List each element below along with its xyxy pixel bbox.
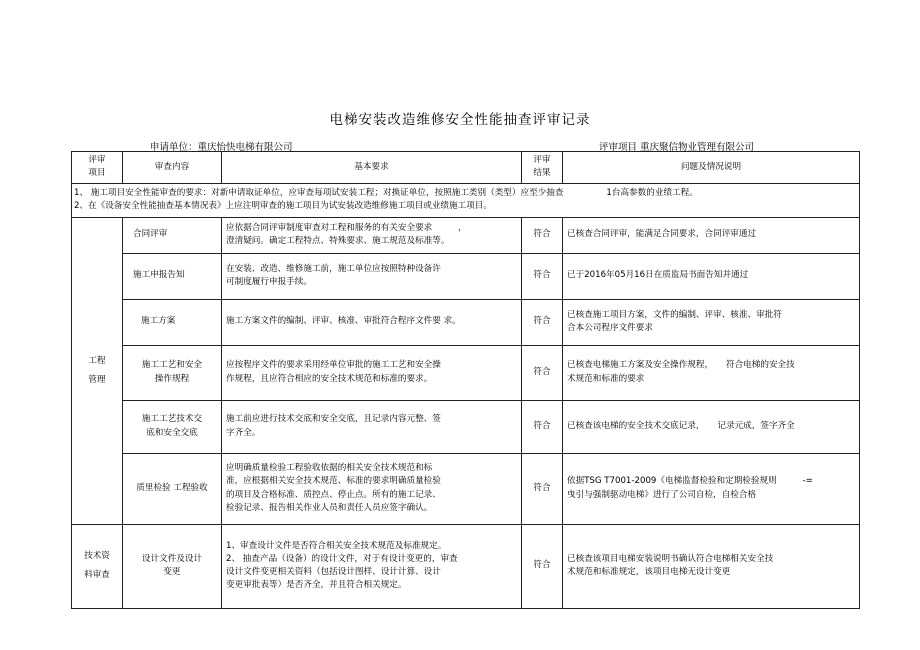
row-content: 施工申报告知: [123, 253, 222, 299]
header-requirements: 基本要求: [222, 152, 522, 184]
row-result: 符合: [522, 345, 563, 400]
note-2: 2、在《设备安全性能抽查基本情况表》上应注明审查的施工项目为试安装改造维修施工项目或业绩施工项目。: [74, 201, 492, 212]
header-review-item: 评审 项目: [72, 152, 123, 184]
notes-cell: [72, 183, 860, 217]
row-remark: 已核查该电梯的安全技术交底记录， 记录元成，签字齐全: [563, 400, 860, 453]
table-row: [72, 217, 860, 253]
table-row: [72, 400, 860, 453]
review-table: [71, 151, 860, 609]
applicant-label: 申请单位：重庆怡快电梯有限公司: [150, 142, 293, 153]
row-content: 施工方案: [123, 299, 222, 345]
row-result: 符合: [522, 400, 563, 453]
row-requirements: 施工方案文件的编制、评审、核准、审批符合程序文件要 求。: [222, 299, 522, 345]
row-remark: 已于2016年05月16日在质监局书面告知并通过: [563, 253, 860, 299]
category-technical: 技术资 料审查: [72, 524, 123, 608]
row-content: 施工工艺技术交 底和安全交底: [123, 400, 222, 453]
table-row: [72, 345, 860, 400]
row-remark: 已核查电梯施工方案及安全操作规程， 符合电梯的安全技 术规范和标准的要求: [563, 345, 860, 400]
row-result: 符合: [522, 453, 563, 524]
header-remarks: 问题及情况说明: [563, 152, 860, 184]
document-title: 电梯安装改造维修安全性能抽查评审记录: [329, 112, 591, 128]
row-result: 符合: [522, 299, 563, 345]
row-requirements: 应按程序文件的要求采用经单位审批的施工工艺和安全操 作规程，且应符合相应的安全技术规范和标准的要求。: [222, 345, 522, 400]
table-row: [72, 299, 860, 345]
row-remark: 已核查施工项目方案，文件的编制、评审、核准、审批符 合本公司程序文件要求: [563, 299, 860, 345]
notes-row: [72, 183, 860, 217]
table-row: [72, 453, 860, 524]
row-requirements: 应明确质量检验工程验收依据的相关安全技术规范和标 准，应根据相关安全技术规范、标准的要求明确质量检验 的项目及合格标准、质控点、停止点。所有的施工记录、 检验记录、报告相关作业人员和责任人员应签字确认。: [222, 453, 522, 524]
row-content: 质里检验 工程验收: [123, 453, 222, 524]
row-remark: 已核查该项目电梯安装说明书确认符合电梯相关安全技 术规范和标准规定，该项目电梯无设计变更: [563, 524, 860, 608]
row-result: 符合: [522, 253, 563, 299]
table-row: [72, 253, 860, 299]
row-requirements: 在安装、改造、维修施工前，施工单位应按照特种设备许 可制度履行申报手续。: [222, 253, 522, 299]
row-remark: 依据TSG T7001-2009《电梯监督检验和定期检验规则 -= 曳引与强制驱动电梯》进行了公司自检，自检合格: [563, 453, 860, 524]
header-result: 评审 结果: [522, 152, 563, 184]
row-requirements: 应依据合同评审制度审查对工程和服务的有关安全要求 ， 澄清疑问。确定工程特点、特殊要求、施工规范及标准等。: [222, 217, 522, 253]
row-requirements: 1、审查设计文件是否符合相关安全技术规范及标准规定。 2、 抽查产品（设备）的设计文件，对于有设计变更的，审查 设计文件变更相关资料（包括设计图样、设计计算、设计 变更审批表等）是否齐全，并且符合相关规定。: [222, 524, 522, 608]
header-content: 审查内容: [123, 152, 222, 184]
row-content: 施工工艺和安全 操作规程: [123, 345, 222, 400]
note-1: 1、 施工项目安全性能审查的要求：对新申请取证单位，应审查每项试安装工程；对换证单位，按照施工类别（类型）应至少抽查 1台高参数的业绩工程。: [74, 187, 698, 198]
row-result: 符合: [522, 524, 563, 608]
row-content: 合同评审: [123, 217, 222, 253]
table-row: [72, 524, 860, 608]
row-content: 设计文件及设计 变更: [123, 524, 222, 608]
category-engineering: 工程 管理: [72, 217, 123, 524]
row-requirements: 施工前应进行技术交底和安全交底，且记录内容元整、签 字齐全。: [222, 400, 522, 453]
header-row: [72, 152, 860, 184]
review-item-label: 评审项目 重庆聚信物业管理有限公司: [599, 142, 755, 153]
row-result: 符合: [522, 217, 563, 253]
row-remark: 已核查合同评审，能满足合同要求，合同评审通过: [563, 217, 860, 253]
